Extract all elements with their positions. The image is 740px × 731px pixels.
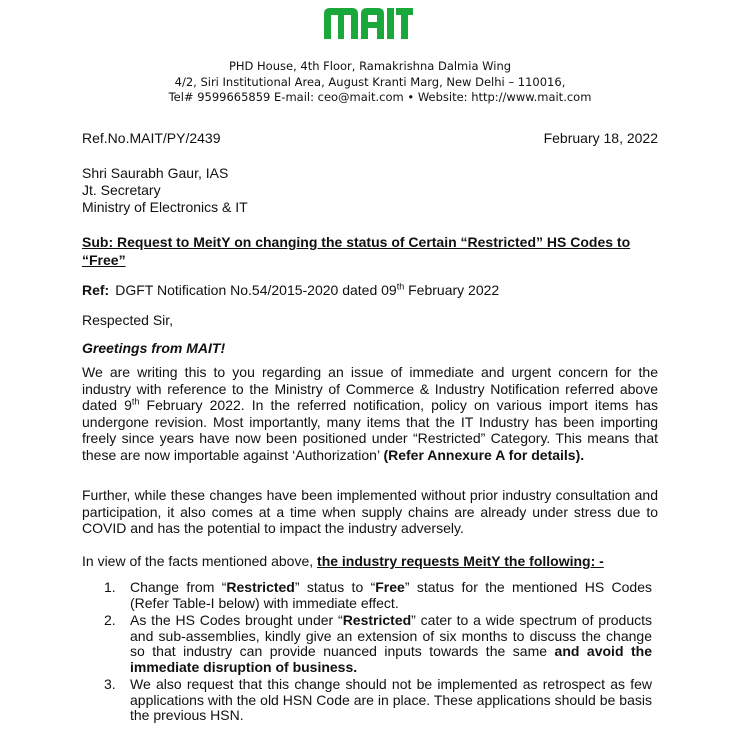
reference-label: Ref: (82, 282, 110, 298)
letter-date: February 18, 2022 (543, 130, 658, 146)
ordinal-suffix: th (131, 396, 140, 407)
request-list (104, 580, 652, 726)
list-number: 2. (104, 612, 116, 628)
list-number: 1. (104, 579, 116, 595)
paragraph-3 (82, 553, 658, 570)
list-text: ” cater to a wide spectrum of products and sub-assemblies, kindly give an extension of six months to discuss the change so that industry can provide nuanced inputs towards the same (130, 612, 652, 659)
paragraph-2: Further, while these changes have been implemented without prior industry consultation and participation, it also comes at a time when supply chains are already under stress due to COVID and has the potential to impact the industry adversely. (82, 487, 658, 536)
list-number: 3. (104, 676, 116, 692)
paragraph-text: We are writing this to you regarding an issue of immediate and urgent concern for the industry with reference to the Ministry of Commerce & Industry Notification referred above dated 9 (82, 364, 658, 413)
address-line: PHD House, 4th Floor, Ramakrishna Dalmia Wing (228, 59, 512, 73)
mait-logo (322, 6, 414, 40)
reference-text-end: February 2022 (404, 282, 500, 298)
list-item (104, 613, 652, 675)
recipient-name: Shri Saurabh Gaur, IAS (82, 165, 229, 181)
paragraph-1 (82, 364, 658, 463)
list-text: As the HS Codes brought under “ (130, 612, 343, 628)
contact-line: Tel# 9599665859 E-mail: ceo@mait.com • Website: http://www.mait.com (168, 90, 592, 104)
list-text: We also request that this change should not be implemented as retrospect as few applications with the old HSN Code are in place. These applications should be basis the previous HSN. (130, 676, 652, 723)
list-bold: and avoid the immediate disruption of business. (130, 643, 653, 675)
list-text: ” status for the mentioned HS Codes (Refer Table-I below) with immediate effect. (130, 579, 652, 611)
ordinal-suffix: th (396, 281, 405, 292)
list-text: ” status to “ (294, 579, 376, 595)
request-heading: the industry requests MeitY the following: - (317, 553, 604, 569)
subject-line: Sub: Request to MeitY on changing the status of Certain “Restricted” HS Codes to “Free” (82, 234, 631, 268)
address-line: 4/2, Siri Institutional Area, August Kranti Marg, New Delhi – 110016, (174, 75, 566, 89)
list-item (104, 677, 652, 724)
reference-text: DGFT Notification No.54/2015-2020 dated 09 (115, 282, 397, 298)
reference-line (82, 281, 499, 299)
list-bold: Restricted (226, 579, 295, 595)
list-bold: Free (375, 579, 405, 595)
list-item (104, 580, 652, 611)
recipient-organization: Ministry of Electronics & IT (82, 199, 248, 215)
paragraph-text: In view of the facts mentioned above, (82, 553, 318, 569)
list-bold: Restricted (342, 612, 412, 628)
recipient-title: Jt. Secretary (82, 182, 161, 198)
greeting: Greetings from MAIT! (82, 340, 226, 356)
annexure-reference: (Refer Annexure A for details). (383, 446, 585, 463)
salutation: Respected Sir, (82, 312, 174, 328)
list-text: Change from “ (130, 579, 227, 595)
reference-number: Ref.No.MAIT/PY/2439 (82, 130, 221, 146)
paragraph-text: February 2022. In the referred notification, policy on various import items has undergone revision. Most importantly, many items that the IT Industry has been importing freely since years have now been positioned under “Restricted” Category. This means that these are now importable against ‘Authorization’ (82, 397, 658, 463)
